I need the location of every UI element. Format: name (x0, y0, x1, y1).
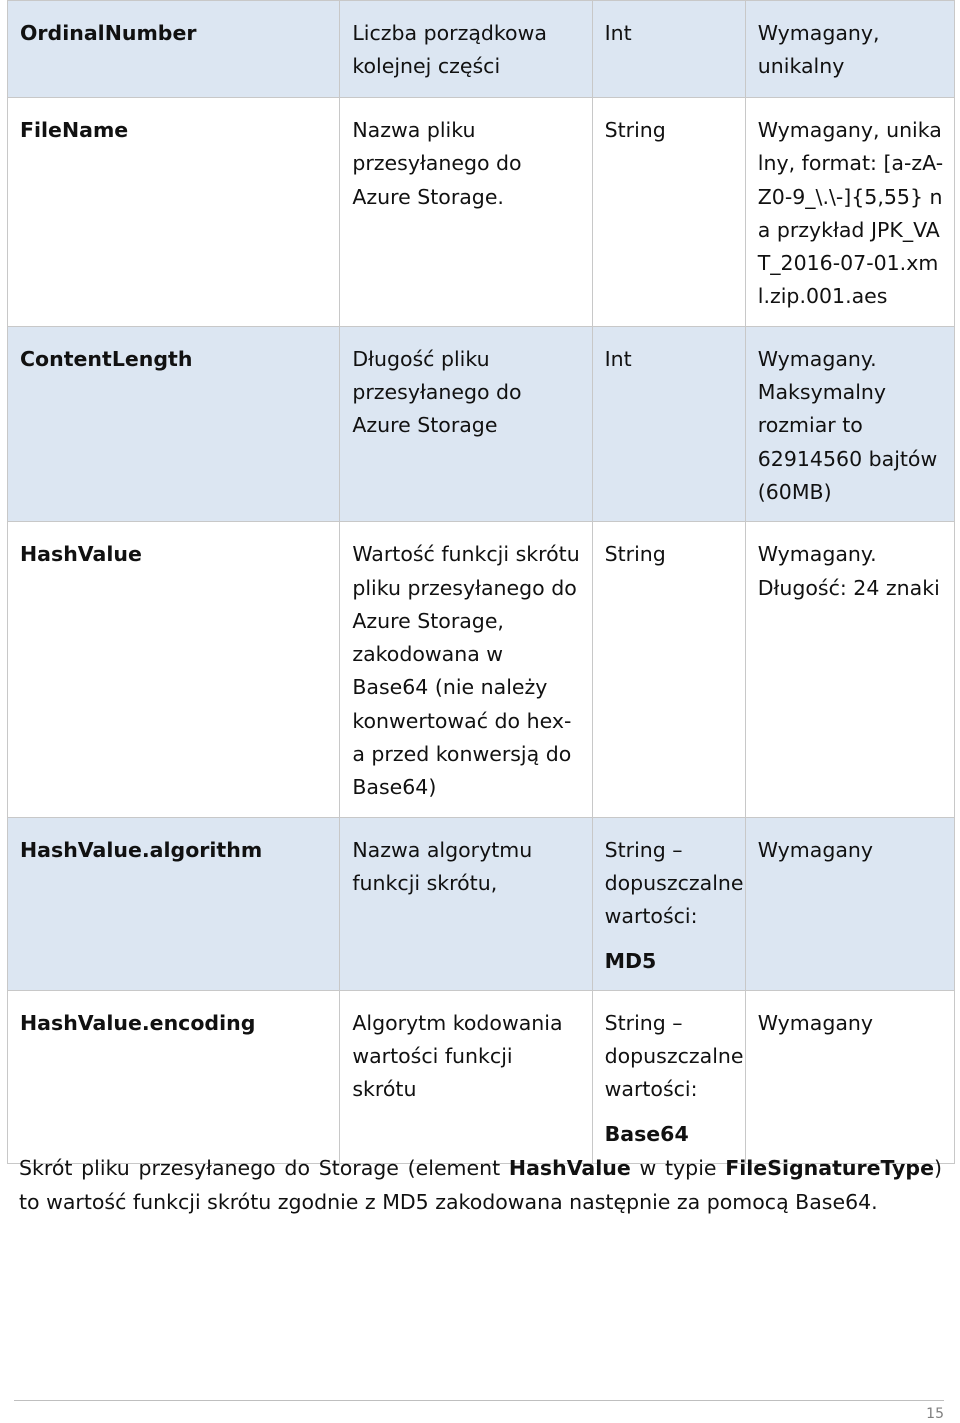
table-row (8, 1, 955, 98)
hashvalue-term: HashValue (508, 1156, 631, 1180)
field-requirement: Wymagany (745, 990, 954, 1163)
field-description: Liczba porządkowa kolejnej części (340, 1, 592, 98)
field-requirement: Wymagany (745, 817, 954, 990)
field-requirement: Wymagany, unikalny, format: [a-zA-Z0-9_\.\-]{5,55} na przykład JPK_VAT_2016-07-01.xml.zip.001.aes (745, 98, 954, 327)
paragraph-text: Skrót pliku przesyłanego do Storage (element (19, 1156, 509, 1180)
allowed-value: MD5 (604, 948, 657, 973)
hash-explanation-paragraph (19, 1152, 942, 1219)
filesignaturetype-term: FileSignatureType (725, 1156, 934, 1180)
field-description: Długość pliku przesyłanego do Azure Storage (340, 326, 592, 521)
field-name: ContentLength (8, 326, 340, 521)
field-requirement: Wymagany. Długość: 24 znaki (745, 522, 954, 817)
field-type-text: Int (604, 346, 632, 371)
field-description: Wartość funkcji skrótu pliku przesyłanego do Azure Storage, zakodowana w Base64 (nie należy konwertować do hex-a przed konwersją do Base64) (340, 522, 592, 817)
table-row (8, 817, 955, 990)
field-type-text: String (604, 542, 666, 567)
field-description: Algorytm kodowania wartości funkcji skrótu (340, 990, 592, 1163)
field-type (592, 326, 745, 521)
table-row (8, 98, 955, 327)
footer-divider (14, 1400, 944, 1401)
field-type (592, 990, 745, 1163)
field-type-text: String – dopuszczalne wartości: (604, 837, 744, 929)
field-requirement: Wymagany. Maksymalny rozmiar to 62914560 bajtów (60MB) (745, 326, 954, 521)
field-description: Nazwa algorytmu funkcji skrótu, (340, 817, 592, 990)
table-row (8, 990, 955, 1163)
field-type-text: String – dopuszczalne wartości: (604, 1010, 744, 1102)
field-name: OrdinalNumber (8, 1, 340, 98)
field-name: HashValue (8, 522, 340, 817)
field-type (592, 522, 745, 817)
field-name: HashValue.encoding (8, 990, 340, 1163)
allowed-value: Base64 (604, 1121, 689, 1146)
field-type-text: String (604, 118, 666, 142)
table-row (8, 522, 955, 817)
field-type-text: Int (604, 21, 632, 45)
paragraph-text: w typie (630, 1156, 726, 1180)
field-requirement: Wymagany, unikalny (745, 1, 954, 98)
field-name: HashValue.algorithm (8, 817, 340, 990)
field-spec-table (7, 0, 955, 1164)
paragraph-text: ) to wartość funkcji skrótu zgodnie z MD5 zakodowana następnie za pomocą Base64. (19, 1156, 942, 1214)
field-type (592, 817, 745, 990)
field-type (592, 1, 745, 98)
field-type (592, 98, 745, 327)
page-number: 15 (926, 1406, 944, 1422)
table-row (8, 326, 955, 521)
field-name: FileName (8, 98, 340, 327)
field-description: Nazwa pliku przesyłanego do Azure Storage. (340, 98, 592, 327)
